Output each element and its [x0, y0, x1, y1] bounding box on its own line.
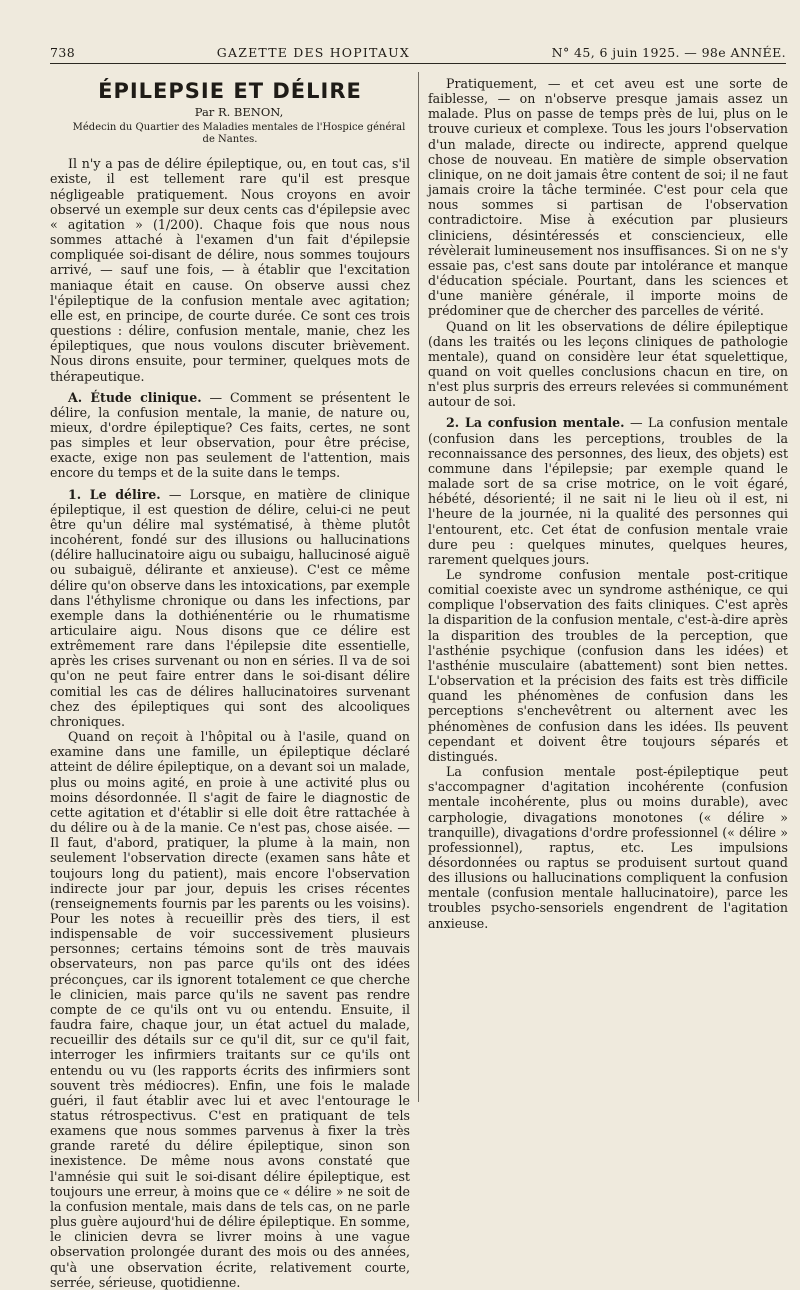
article-author: Par R. BENON, — [194, 105, 284, 120]
subsection-2-text: — La confusion mentale (confusion dans les perceptions, troubles de la reconnaissance des personnes, des lieux, des objets) est commune dans l'épilepsie; par exemple quand le malade sort de sa crise motrice, on le voit égaré, hébété, désorienté; il ne sait ni le lieu où il est, ni l'heure de la journée, ni la qualité des personnes qui l'entourent, etc. Cet état de confusion mentale vraie dure peu : quelques minutes, quelques heures, rarement quelques jours. — [428, 415, 789, 567]
text-column-left — [50, 76, 410, 1290]
column-divider — [418, 72, 419, 1102]
subsection-2-paragraph-3: La confusion mentale post-épileptique peut s'accompagner d'agitation incohérente (confusion mentale incohérente, plus ou moins durable), avec carphologie, divagations monotones (« délire » tranquille), divagations d'ordre professionnel (« délire » professionnel), raptus, etc. Les impulsions désordonnées ou raptus se produisent surtout quand des illusions ou hallucinations compliquent la confusion mentale (confusion mentale hallucinatoire), parce les troubles psycho-sensoriels engendrent de l'agitation anxieuse. — [428, 764, 788, 931]
journal-title: GAZETTE DES HOPITAUX — [216, 45, 410, 60]
subsection-1-paragraph-3: Pratiquement, — et cet aveu est une sorte de faiblesse, — on n'observe presque jamais assez un malade. Plus on passe de temps près de lui, plus on le trouve curieux et complexe. Tous les jours l'observation d'un malade, directe ou indirecte, apprend quelque chose de nouveau. En matière de simple observation clinique, on ne doit jamais être content de soi; il ne faut jamais croire la tâche terminée. C'est pour cela que nous sommes si partisan de l'observation contradictoire. Mise à exécution par plusieurs cliniciens, désintéressés et consciencieux, elle révèlerait lumineusement nos insuffisances. Si on ne s'y essaie pas, c'est sans doute par intolérance et manque d'éducation spéciale. Pourtant, dans les sciences et d'une manière générale, il importe moins de prédominer que de chercher des parcelles de vérité. — [428, 76, 788, 319]
subsection-2-heading: 2. La confusion mentale. — [446, 415, 625, 431]
subsection-1-heading: 1. Le délire. — [68, 486, 161, 502]
running-header — [50, 34, 786, 64]
text-column-right — [428, 76, 788, 931]
section-a-text: — Comment se présentent le délire, la confusion mentale, la manie, de nature ou, mieux, d'ordre épileptique? Ces faits, certes, ne sont pas simples et leur observation, pour être précise, exacte, exige non pas seulement de l'attention, mais encore du temps et de la suite dans le temps. — [50, 389, 410, 481]
subsection-2-paragraph-2: Le syndrome confusion mentale post-critique comitial coexiste avec un syndrome asthénique, ce qui complique l'observation des faits cliniques. C'est après la disparition de la confusion mentale, c'est-à-dire après la disparition des troubles de la perception, que l'asthénie psychique (confusion dans les idées) et l'asthénie musculaire (abattement) sont bien nettes. L'observation et la précision des faits est très difficile quand les phénomènes de confusion dans les perceptions s'enchevêtrent ou alternent avec les phénomènes de confusion dans les idées. Ils peuvent cependant et doivent être toujours séparés et distingués. — [428, 567, 788, 764]
issue-info: N° 45, 6 juin 1925. — 98e ANNÉE. — [551, 45, 786, 60]
subsection-1-paragraph — [50, 487, 410, 730]
subsection-1-paragraph-2: Quand on reçoit à l'hôpital ou à l'asile, quand on examine dans une famille, un épileptique déclaré atteint de délire épileptique, on a devant soi un malade, plus ou moins agité, en proie à une activité plus ou moins désordonnée. Il s'agit de faire le diagnostic de cette agitation et d'établir si elle doit être rattachée à du délire ou à de la manie. Ce n'est pas, chose aisée. — Il faut, d'abord, pratiquer, la plume à la main, non seulement l'observation directe (examen sans hâte et toujours long du patient), mais encore l'observation indirecte jour par jour, depuis les crises récentes (renseignements fournis par les parents ou les voisins). Pour les notes à recueillir près des tiers, il est indispensable de voir successivement plusieurs personnes; certains témoins sont de très mauvais observateurs, non pas parce qu'ils ont des idées préconçues, car ils ignorent totalement ce que cherche le clinicien, mais parce qu'ils ne savent pas rendre compte de ce qu'ils ont vu ou entendu. Ensuite, il faudra faire, chaque jour, un état actuel du malade, recueillir des détails sur ce qu'il dit, sur ce qu'il fait, interroger les infirmiers traitants sur ce qu'ils ont entendu ou vu (les rapports écrits des infirmiers sont souvent très médiocres). Enfin, une fois le malade guéri, il faut établir avec lui et avec l'entourage le status rétrospectivus. C'est en pratiquant de tels examens que nous sommes parvenus à fixer la très grande rareté du délire épileptique, sinon son inexistence. De même nous avons constaté que l'amnésie qui suit le soi-disant délire épileptique, est toujours une erreur, à moins que ce « délire » ne soit de la confusion mentale, mais dans de tels cas, on ne parle plus guère aujourd'hui de délire épileptique. En somme, le clinicien devra se livrer moins à une vague observation prolongée durant des mois ou des années, qu'à une observation écrite, relativement courte, serrée, sérieuse, quotidienne. — [50, 729, 410, 1290]
subsection-2-paragraph — [428, 415, 788, 567]
article-title: ÉPILEPSIE ET DÉLIRE — [98, 79, 362, 103]
section-a-paragraph — [50, 390, 410, 481]
author-affiliation: Médecin du Quartier des Maladies mentales de l'Hospice général de Nantes. — [72, 122, 406, 146]
intro-paragraph: Il n'y a pas de délire épileptique, ou, en tout cas, s'il existe, il est tellement rare qu'il est presque négligeable pratiquement. Nous croyons en avoir observé un exemple sur deux cents cas d'épilepsie avec « agitation » (1/200). Chaque fois que nous nous sommes attaché à l'examen d'un fait d'épilepsie compliquée soi-disant de délire, nous sommes toujours arrivé, — sauf une fois, — à établir que l'excitation maniaque était en cause. On observe aussi chez l'épileptique de la confusion mentale avec agitation; elle est, en principe, de courte durée. Ce sont ces trois questions : délire, confusion mentale, manie, chez les épileptiques, que nous voulons discuter brièvement. Nous dirons ensuite, pour terminer, quelques mots de thérapeutique. — [50, 156, 410, 384]
section-a-heading: A. Étude clinique. — [68, 389, 202, 405]
page-number: 738 — [50, 45, 76, 60]
subsection-1-paragraph-4: Quand on lit les observations de délire épileptique (dans les traités ou les leçons cliniques de pathologie mentale), quand on considère leur état squelettique, quand on voit quelles conclusions chacun en tire, on n'est plus surpris des erreurs relevées si communément autour de soi. — [428, 318, 788, 410]
subsection-1-text: — Lorsque, en matière de clinique épileptique, il est question de délire, celui-ci ne peut être qu'un délire mal systématisé, à thème plutôt incohérent, fondé sur des illusions ou hallucinations (délire hallucinatoire aigu ou subaigu, hallucinosé aiguë ou subaiguë, délirante et anxieuse). C'est ce même délire qu'on observe dans les intoxications, par exemple dans l'éthylisme chronique ou dans les infections, par exemple dans la dothiénentérie ou le rhumatisme articulaire aigu. Nous disons que ce délire est extrêmement rare dans l'épilepsie dite essentielle, après les crises survenant ou non en séries. Il va de soi qu'on ne peut faire entrer dans le soi-disant délire comitial les cas de délires hallucinatoires survenant chez des épileptiques qui sont des alcooliques chroniques. — [50, 486, 410, 729]
